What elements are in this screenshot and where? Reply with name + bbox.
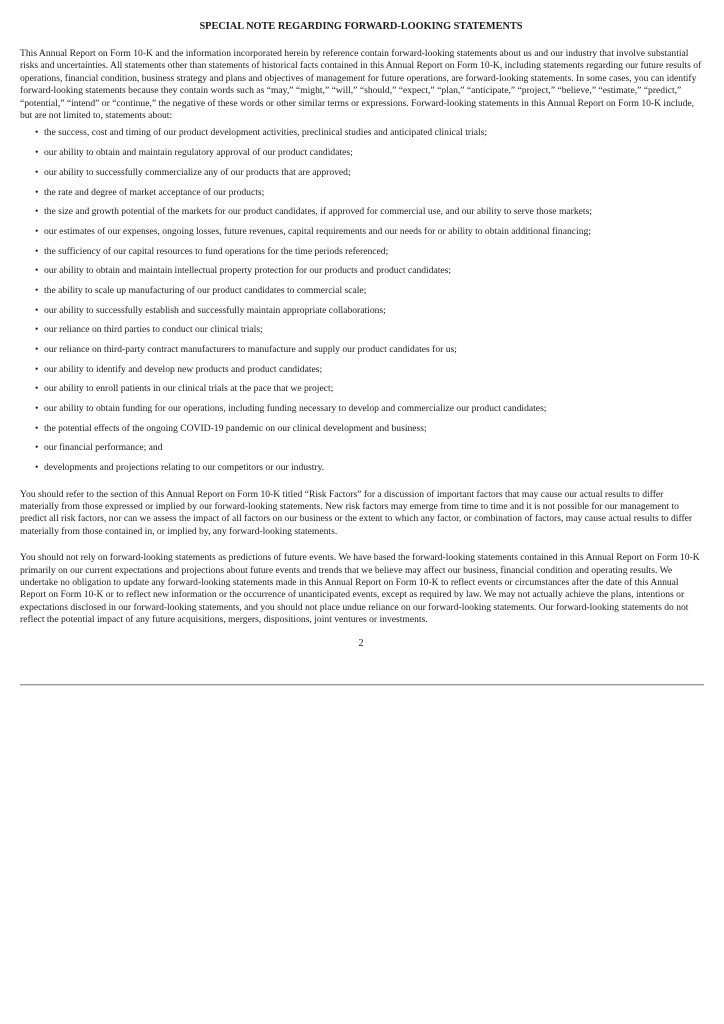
bullet-icon: • [35, 206, 39, 218]
list-item [20, 226, 702, 238]
reliance-paragraph: You should not rely on forward-looking statements as predictions of future events. We have based the forward-looking statements contained in this Annual Report on Form 10-K primarily on our current expectations and projections about future events and trends that we believe may affect our business, financial condition and operating results. We undertake no obligation to update any forward-looking statements made in this Annual Report on Form 10-K to reflect events or circumstances after the date of this Annual Report on Form 10-K or to reflect new information or the occurrence of unanticipated events, except as required by law. We may not actually achieve the plans, intentions or expectations disclosed in our forward-looking statements, and you should not place undue reliance on our forward-looking statements. Our forward-looking statements do not reflect the potential impact of any future acquisitions, mergers, dispositions, joint ventures or investments. [20, 552, 700, 626]
list-item [20, 423, 702, 435]
bullet-icon: • [35, 245, 39, 257]
bullet-text: the rate and degree of market acceptance of our products; [44, 186, 265, 198]
bullet-icon: • [35, 363, 39, 375]
bullet-icon: • [35, 383, 39, 395]
list-item [20, 265, 702, 277]
bullet-text: our ability to identify and develop new products and product candidates; [44, 363, 323, 375]
list-item [20, 442, 702, 454]
bullet-icon: • [35, 324, 39, 336]
bullet-icon: • [35, 284, 39, 296]
bullet-icon: • [35, 166, 39, 178]
list-item [20, 246, 702, 258]
bullet-icon: • [35, 147, 39, 159]
list-item [20, 344, 702, 356]
document-page [20, 20, 702, 650]
bullet-text: our ability to obtain and maintain regulatory approval of our product candidates; [44, 147, 353, 159]
list-item [20, 127, 702, 139]
bullet-icon: • [35, 127, 39, 139]
bullet-text: our ability to successfully establish and successfully maintain appropriate collaborations; [44, 304, 386, 316]
bullet-text: our reliance on third-party contract manufacturers to manufacture and supply our product candidates for us; [44, 344, 457, 355]
page-number: 2 [358, 637, 364, 649]
bullet-icon: • [35, 403, 39, 415]
bullet-text: the size and growth potential of the markets for our product candidates, if approved for commercial use, and our ability to serve those markets; [44, 206, 593, 218]
bullet-icon: • [35, 442, 39, 454]
bullet-icon: • [35, 344, 39, 355]
bullet-icon: • [35, 304, 39, 316]
list-item [20, 206, 702, 218]
bullet-icon: • [35, 225, 39, 237]
list-item [20, 383, 702, 395]
bullet-text: the potential effects of the ongoing COVID-19 pandemic on our clinical development and business; [44, 422, 427, 434]
bullet-icon: • [35, 265, 39, 277]
list-item [20, 187, 702, 199]
bullet-text: our reliance on third parties to conduct our clinical trials; [44, 324, 263, 336]
statement-bullet-list [20, 127, 702, 474]
bullet-text: the ability to scale up manufacturing of our product candidates to commercial scale; [44, 284, 367, 296]
list-item [20, 285, 702, 297]
bullet-text: our ability to successfully commercialize any of our products that are approved; [44, 166, 351, 178]
bullet-text: developments and projections relating to our competitors or our industry. [44, 462, 325, 474]
list-item [20, 364, 702, 376]
bullet-icon: • [35, 186, 39, 198]
bullet-text: the success, cost and timing of our product development activities, preclinical studies and anticipated clinical trials; [44, 127, 488, 139]
bullet-text: our estimates of our expenses, ongoing losses, future revenues, capital requirements and our needs for or ability to obtain additional financing; [44, 225, 591, 237]
page-divider [20, 684, 704, 686]
list-item [20, 324, 702, 336]
bullet-text: our financial performance; and [44, 442, 163, 454]
list-item [20, 167, 702, 179]
list-item [20, 147, 702, 159]
risk-factors-paragraph: You should refer to the section of this Annual Report on Form 10-K titled “Risk Factors” for a discussion of important factors that may cause our actual results to differ materially from those expressed or implied by our forward-looking statements. New risk factors may emerge from time to time and it is not possible for our management to predict all risk factors, nor can we assess the impact of all factors on our business or the extent to which any factor, or combination of factors, may cause actual results to differ materially from those contained in, or implied by, any forward-looking statements. [20, 488, 693, 537]
bullet-icon: • [35, 462, 39, 474]
list-item [20, 305, 702, 317]
list-item [20, 403, 702, 415]
bullet-text: our ability to enroll patients in our clinical trials at the pace that we project; [44, 383, 334, 395]
page-title: SPECIAL NOTE REGARDING FORWARD-LOOKING STATEMENTS [199, 21, 523, 32]
bullet-text: the sufficiency of our capital resources to fund operations for the time periods referenced; [44, 245, 389, 257]
list-item [20, 462, 702, 474]
bullet-text: our ability to obtain funding for our operations, including funding necessary to develop and commercialize our product candidates; [44, 403, 547, 415]
intro-paragraph: This Annual Report on Form 10-K and the information incorporated herein by reference contain forward-looking statements about us and our industry that involve substantial risks and uncertainties. All statements other than statements of historical facts contained in this Annual Report on Form 10-K, including statements regarding our future results of operations, financial condition, business strategy and plans and objectives of management for future operations, are forward-looking statements. In some cases, you can identify forward-looking statements because they contain words such as “may,” “might,” “will,” “should,” “expect,” “plan,” “anticipate,” “project,” “believe,” “estimate,” “predict,” “potential,” “intend” or “continue,” the negative of these words or other similar terms or expressions. Forward-looking statements in this Annual Report on Form 10-K include, but are not limited to, statements about: [20, 48, 702, 122]
bullet-icon: • [35, 422, 39, 434]
bullet-text: our ability to obtain and maintain intellectual property protection for our products and product candidates; [44, 265, 452, 277]
